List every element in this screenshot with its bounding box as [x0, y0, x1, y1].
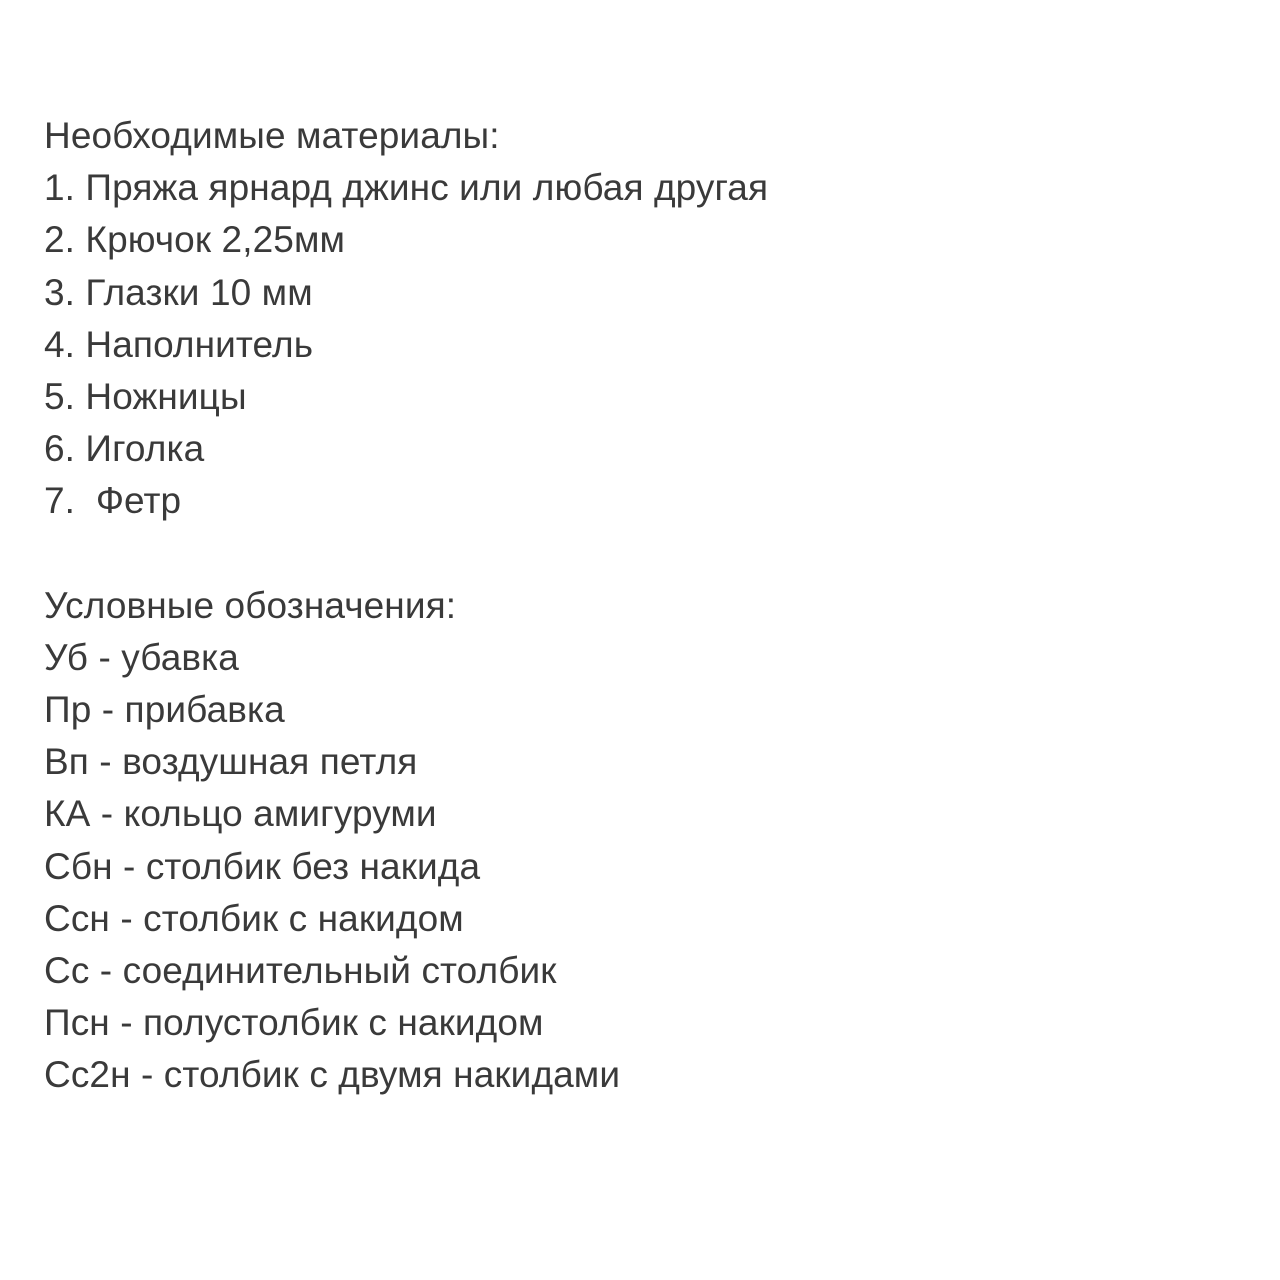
material-item: 1. Пряжа ярнард джинс или любая другая: [44, 167, 769, 209]
materials-section: [44, 110, 1224, 528]
legend-item: Сс2н - столбик с двумя накидами: [44, 1054, 621, 1096]
material-item: 3. Глазки 10 мм: [44, 271, 313, 313]
legend-item: Ссн - столбик с накидом: [44, 897, 464, 939]
legend-item: КА - кольцо амигуруми: [44, 793, 437, 835]
material-item: 5. Ножницы: [44, 375, 247, 417]
legend-item: Пр - прибавка: [44, 689, 285, 731]
section-spacer: [44, 528, 1224, 580]
legend-item: Уб - убавка: [44, 636, 239, 678]
document-body: [44, 110, 1224, 1102]
legend-item: Вп - воздушная петля: [44, 741, 418, 783]
material-item: 7. Фетр: [44, 480, 182, 522]
material-item: 4. Наполнитель: [44, 323, 314, 365]
legend-item: Сс - соединительный столбик: [44, 950, 557, 991]
legend-heading: Условные обозначения:: [44, 584, 457, 626]
material-item: 2. Крючок 2,25мм: [44, 219, 346, 261]
material-item: 6. Иголка: [44, 428, 205, 470]
legend-item: Псн - полустолбик с накидом: [44, 1002, 544, 1044]
materials-heading: Необходимые материалы:: [44, 115, 500, 156]
legend-item: Сбн - столбик без накида: [44, 845, 481, 887]
legend-section: [44, 580, 1224, 1102]
